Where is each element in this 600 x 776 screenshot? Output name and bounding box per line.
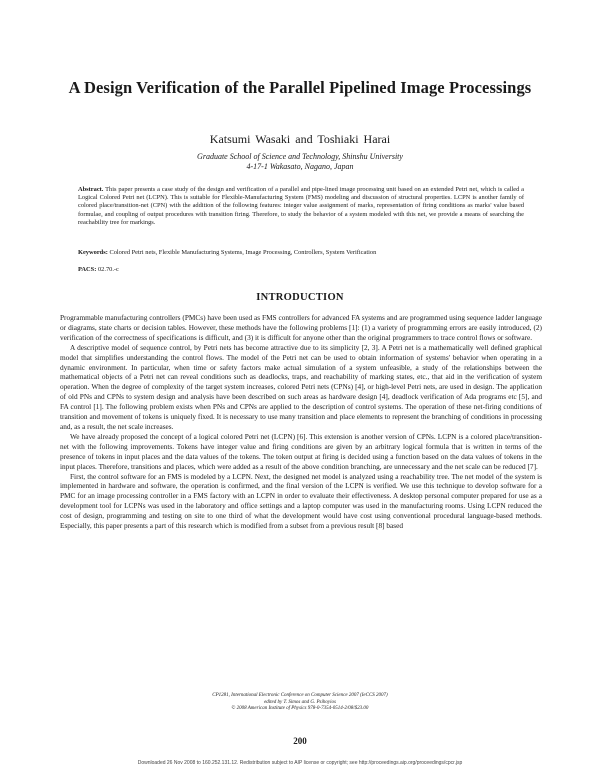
- affiliation-line-2: 4-17-1 Wakasato, Nagano, Japan: [246, 162, 354, 171]
- copyright-footer: [150, 693, 450, 713]
- paragraph: First, the control software for an FMS is modeled by a LCPN. Next, the designed net model is analyzed using a reachability tree. The net model of the system is implemented in hardware and software, the operation is confirmed, and the final version of the LCPN is verified. We use this technique to develop software for a PMC for an image processing controller in a FMS factory with an LCPN in order to evaluate their effectiveness. A desktop personal computer prepared for use as a development tool for LCPNs was used in the laboratory and office settings and a laptop computer was used in the manufacturing rooms. Using LCPN reduced the cost of design, programming and testing on site to one third of what the development would have cost using conventional procedural language-based methods. Especially, this paper presents a part of this research which is modified from a subset from a previous result [8] based: [60, 471, 542, 531]
- section-heading: INTRODUCTION: [256, 292, 344, 303]
- body-text: [60, 313, 542, 531]
- page-number: 200: [293, 736, 307, 746]
- download-notice: Downloaded 26 Nov 2008 to 160.252.131.12. Redistribution subject to AIP license or copyright; see http://proceedings.aip.org/proceedings/cpcr.jsp: [137, 760, 463, 766]
- keywords-text: Colored Petri nets, Flexible Manufacturing Systems, Image Processing, Controllers, System Verification: [109, 249, 377, 256]
- paragraph: We have already proposed the concept of a logical colored Petri net (LCPN) [6]. This extension is another version of CPNs. LCPN is a colored place/transition-net with the following improvements. Tokens have integer value and firing conditions are given by an arbitrary logical formula that is written in terms of the presence of tokens in input places and the data values of the tokens. The token output at firing is decided using a function based on the data values of tokens in the input places. Therefore, transitions and places, which were added as a result of the above condition branching, are unnecessary and the net scale can be reduced [7].: [60, 431, 542, 471]
- paper-authors: Katsumi Wasaki and Toshiaki Harai: [209, 132, 391, 146]
- footer-line-1: CP1281, International Electronic Conference on Computer Science 2007 (IeCCS 2007): [212, 693, 388, 698]
- footer-line-3: © 2008 American Institute of Physics 978-0-7354-0514-2/08/$23.00: [231, 706, 369, 712]
- pacs-text: 02.70.-c: [97, 266, 119, 273]
- abstract: [78, 186, 524, 227]
- pacs: [78, 266, 524, 274]
- paper-title: A Design Verification of the Parallel Pipelined Image Processings: [68, 78, 532, 97]
- footer-line-2: edited by T. Simos and G. Psihoyios: [264, 699, 336, 705]
- author-affiliation: [60, 152, 540, 172]
- abstract-text: This paper presents a case study of the design and verification of a parallel and pipe-lined image processing unit based on an extended Petri net, which is called a Logical Colored Petri net (LCPN). This is suitable for Flexible-Manufacturing System (FMS) modeling and discussion of structural properties. LCPN is another family of colored place/transition-net (CPN) with the addition of the following features: integer value assignment of marks, representation of firing conditions as marks' value based formulae, and coupling of output procedures with transition firing. Therefore, to study the behavior of a system modeled with this net, we provide a means of searching the reachability tree for markings.: [78, 186, 524, 226]
- keywords: [78, 249, 524, 257]
- keywords-label: Keywords:: [78, 249, 108, 256]
- pacs-label: PACS:: [78, 266, 97, 273]
- paragraph: Programmable manufacturing controllers (PMCs) have been used as FMS controllers for advanced FA systems and are programmed using sequence ladder language or diagrams, state charts or decision tables. However, these methods have the following problems [1]: (1) a variety of programming errors are easily introduced, (2) verification of the correctness of specifications is difficult, and (3) it is difficult for anyone other than the original programmers to trace control flows or software.: [60, 313, 542, 342]
- paragraph: A descriptive model of sequence control, by Petri nets has become attractive due to its simplicity [2, 3]. A Petri net is a mathematically well defined graphical model that simplifies understanding the control flows. The model of the Petri net can be used to obtain information of systems' behavior when operating in a dynamic environment. In particular, when time or safety factors make actual simulation of a system unfeasible, a study of the relationships between the mathematical objects of a Petri net can reveal conditions such as deadlocks, traps, and reachability of marking states, etc., that aid in the verification of system operation. When the degree of complexity of the target system increases, colored Petri nets (CPNs) [4], or high-level Petri nets, are used in design. The application of old PNs and CPNs to system design and analysis have been described on such areas as hardware design [4], deadlock verification of Ada programs etc [5], and FA control [1]. The following problem exists when PNs and CPNs are applied to the description of control systems. The operation of these net-firing conditions of transition and movement of tokens is uniquely fixed. It is necessary to use many transition and place elements to represent the branching of conditions in processing and, as a result, the net scale increases.: [60, 342, 542, 431]
- abstract-label: Abstract.: [78, 186, 104, 193]
- affiliation-line-1: Graduate School of Science and Technology, Shinshu University: [197, 152, 403, 161]
